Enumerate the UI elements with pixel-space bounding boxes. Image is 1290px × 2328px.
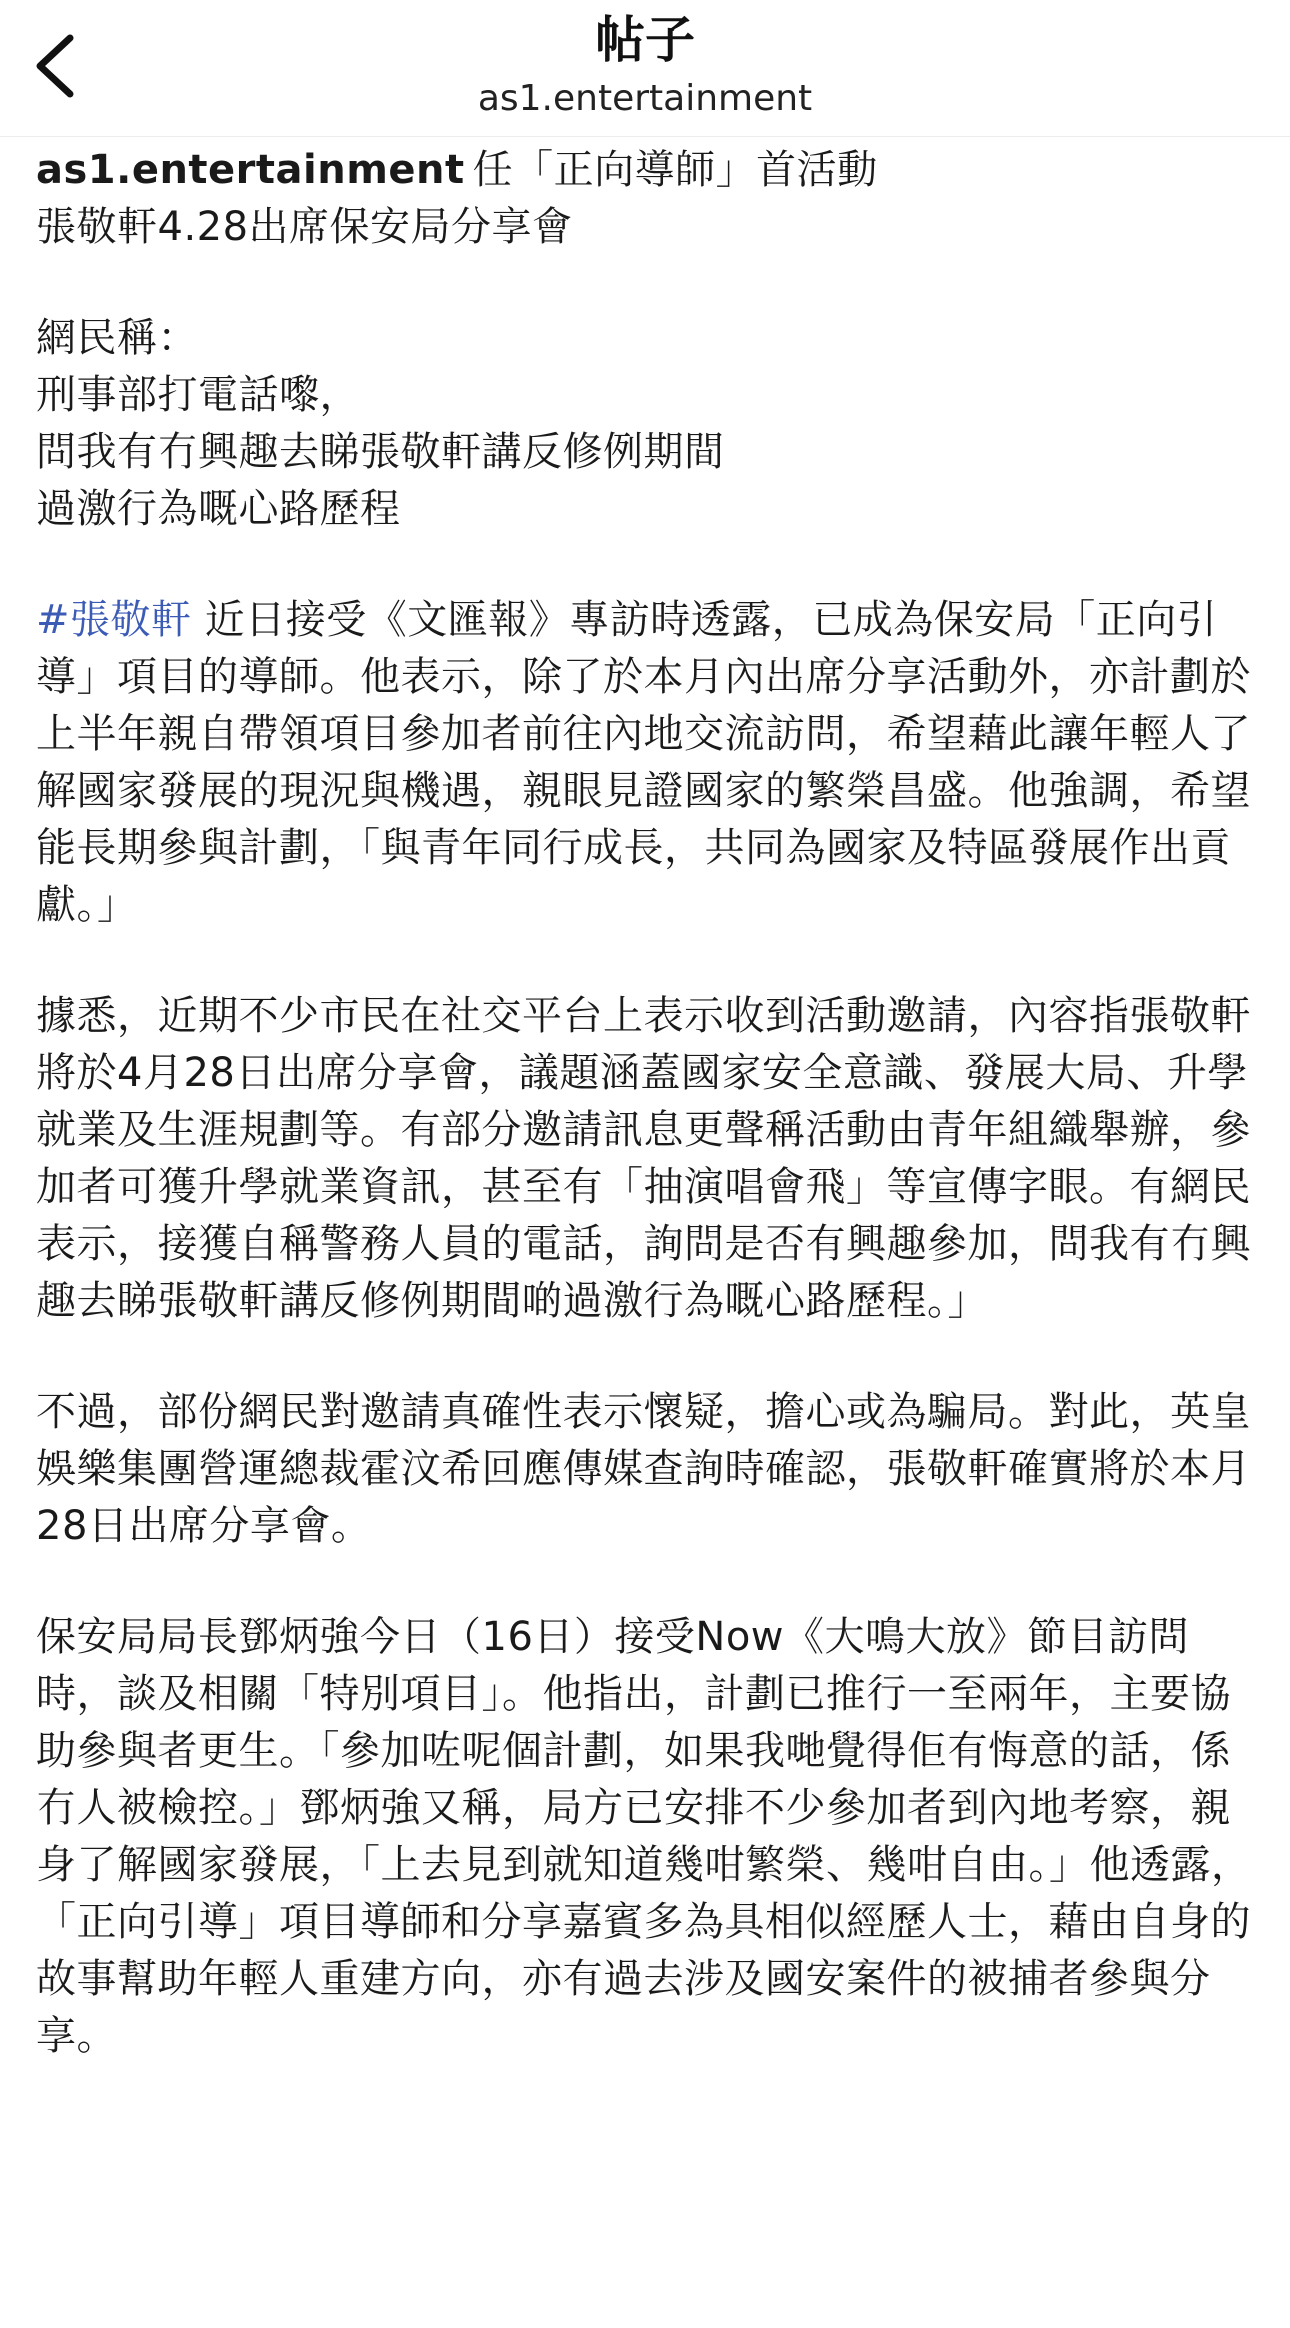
page-subtitle-account[interactable]: as1.entertainment (477, 78, 813, 119)
interview-paragraph (36, 592, 1262, 934)
headline-text: 任「正向導師」首活動 張敬軒4.28出席保安局分享會 (36, 147, 878, 250)
page-title: 帖子 (595, 11, 695, 69)
hashtag-link[interactable]: #張敬軒 (36, 597, 192, 643)
security-bureau-paragraph: 保安局局長鄧炳強今日（16日）接受Now《大鳴大放》節目訪問時，談及相關「特別項目」。他指出，計劃已推行一至兩年，主要協助參與者更生。「參加咗呢個計劃，如果我哋覺得佢有悔意的話，係冇人被檢控。」鄧炳強又稱，局方已安排不少參加者到內地考察，親身了解國家發展，「上去見到就知道幾咁繁榮、幾咁自由。」他透露，「正向引導」項目導師和分享嘉賓多為具相似經歷人士，藉由自身的故事幫助年輕人重建方向，亦有過去涉及國安案件的被捕者參與分享。 (36, 1614, 1252, 2059)
post-headline (36, 142, 1262, 256)
interview-text: 近日接受《文匯報》專訪時透露，已成為保安局「正向引導」項目的導師。他表示，除了於本月內出席分享活動外，亦計劃於上半年親自帶領項目參加者前往內地交流訪問，希望藉此讓年輕人了解國家發展的現況與機遇，親眼見證國家的繁榮昌盛。他強調，希望能長期參與計劃，「與青年同行成長，共同為國家及特區發展作出貢獻。」 (36, 597, 1251, 928)
post-author[interactable]: as1.entertainment (36, 147, 465, 193)
post-body (36, 142, 1262, 2119)
netizen-quote-paragraph: 網民稱： 刑事部打電話嚟， 問我有冇興趣去睇張敬軒講反修例期間 過激行為嘅心路歷程 (36, 315, 725, 532)
invitation-paragraph: 據悉，近期不少市民在社交平台上表示收到活動邀請，內容指張敬軒將於4月28日出席分享會，議題涵蓋國家安全意識、發展大局、升學就業及生涯規劃等。有部分邀請訊息更聲稱活動由青年組織舉辦，參加者可獲升學就業資訊，甚至有「抽演唱會飛」等宣傳字眼。有網民表示，接獲自稱警務人員的電話，詢問是否有興趣參加，問我有冇興趣去睇張敬軒講反修例期間啲過激行為嘅心路歷程。」 (36, 993, 1251, 1324)
confirmation-paragraph: 不過，部份網民對邀請真確性表示懷疑，擔心或為騙局。對此，英皇娛樂集團營運總裁霍汶希回應傳媒查詢時確認，張敬軒確實將於本月28日出席分享會。 (36, 1389, 1251, 1549)
top-navigation-bar (0, 0, 1290, 137)
